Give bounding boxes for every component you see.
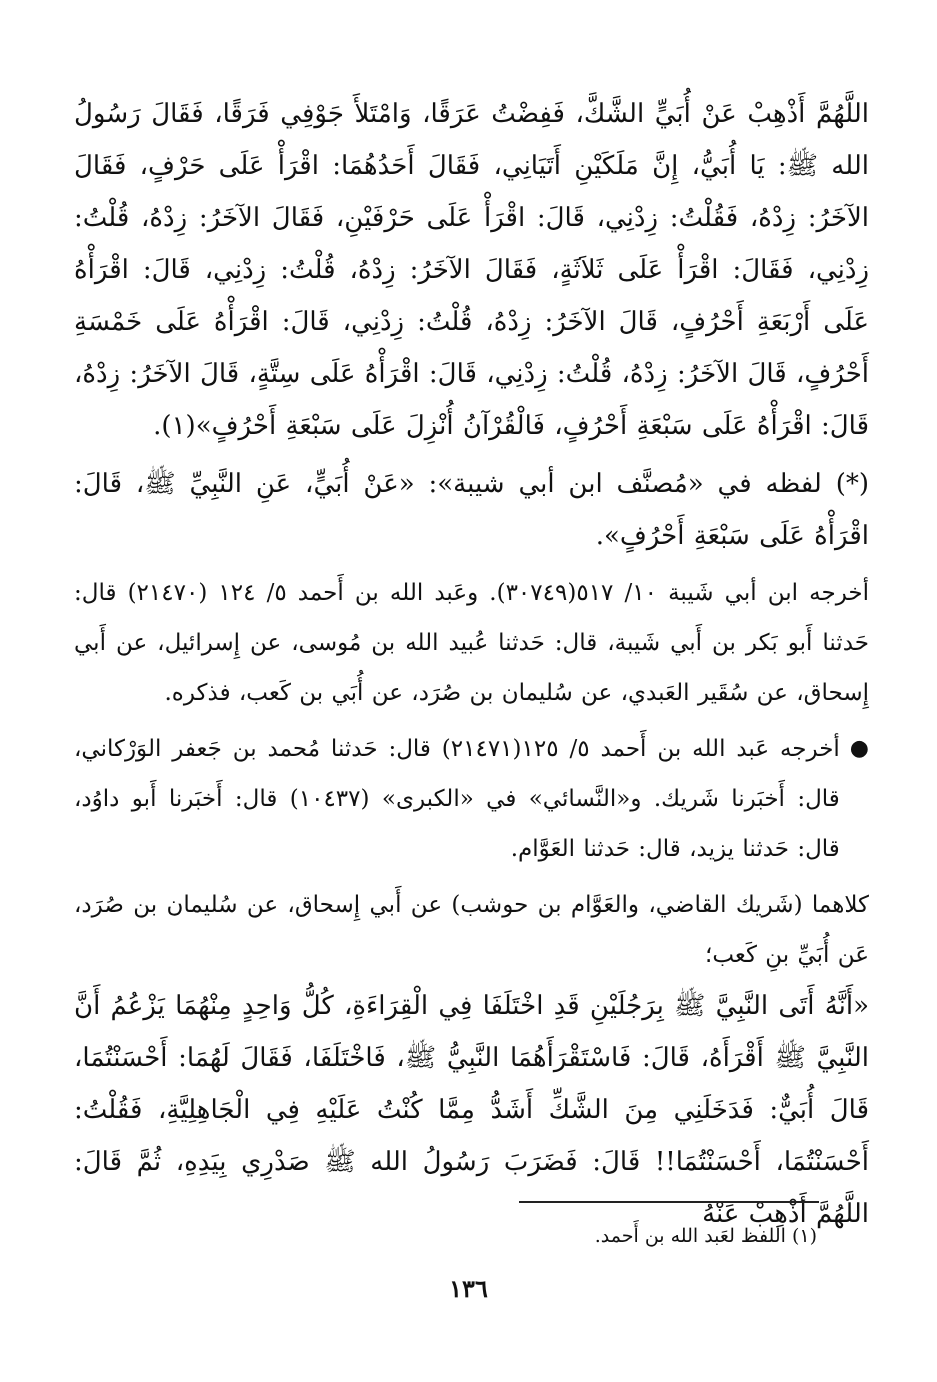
takhrij-bullet-text: أخرجه عَبد الله بن أَحمد ٥/ ١٢٥(٢١٤٧١) قال: حَدثنا مُحمد بن جَعفر الوَرْكاني، قال: أَخبَرنا شَريك. و«النَّسائي» في «الكبرى» (١٠٤٣٧) قال: أَخبَرنا أَبو داوُد، قال: حَدثنا يزيد، قال: حَدثنا العَوَّام. <box>74 736 840 862</box>
footnote: (١) اللفظ لعَبد الله بن أَحمد. <box>594 1225 817 1247</box>
bullet-icon: ● <box>849 736 869 761</box>
hadith-text: «أَنَّهُ أَتَى النَّبِيَّ ﷺ بِرَجُلَيْنِ قَدِ اخْتَلَفَا فِي الْقِرَاءَةِ، كُلُّ وَاحِدٍ مِنْهُمَا يَزْعُمُ أَنَّ النَّبِيَّ ﷺ أَقْرَأَهُ، قَالَ: فَاسْتَقْرَأَهُمَا النَّبِيُّ ﷺ، فَاخْتَلَفَا، فَقَالَ لَهُمَا: أَحْسَنْتُمَا، قَالَ أُبَيٌّ: فَدَخَلَنِي مِنَ الشَّكِّ أَشَدُّ مِمَّا كُنْتُ عَلَيْهِ فِي الْجَاهِلِيَّةِ، فَقُلْتُ: أَحْسَنْتُمَا، أَحْسَنْتُمَا!! قَالَ: فَضَرَبَ رَسُولُ الله ﷺ صَدْرِي بِيَدِهِ، ثُمَّ قَالَ: اللَّهُمَّ أَذْهِبْ عَنْهُ <box>74 991 869 1229</box>
footnote-divider <box>519 1201 819 1203</box>
hadith-text-continued: اللَّهُمَّ أَذْهِبْ عَنْ أُبَيٍّ الشَّكَّ، فَفِضْتُ عَرَقًا، وَامْتَلأَ جَوْفِي فَرَقًا، فَقَالَ رَسُولُ الله ﷺ: يَا أُبَيُّ، إِنَّ مَلَكَيْنِ أَتَيَانِي، فَقَالَ أَحَدُهُمَا: اقْرَأْ عَلَى حَرْفٍ، فَقَالَ الآخَرُ: زِدْهُ، فَقُلْتُ: زِدْنِي، قَالَ: اقْرَأْ عَلَى حَرْفَيْنِ، فَقَالَ الآخَرُ: زِدْهُ، قُلْتُ: زِدْنِي، فَقَالَ: اقْرَأْ عَلَى ثَلاَثَةٍ، فَقَالَ الآخَرُ: زِدْهُ، قُلْتُ: زِدْنِي، قَالَ: اقْرَأْهُ عَلَى أَرْبَعَةِ أَحْرُفٍ، قَالَ الآخَرُ: زِدْهُ، قُلْتُ: زِدْنِي، قَالَ: اقْرَأْهُ عَلَى خَمْسَةِ أَحْرُفٍ، قَالَ الآخَرُ: زِدْهُ، قُلْتُ: زِدْنِي، قَالَ: اقْرَأْهُ عَلَى سِتَّةٍ، قَالَ الآخَرُ: زِدْهُ، قَالَ: اقْرَأْهُ عَلَى سَبْعَةِ أَحْرُفٍ، فَالْقُرْآنُ أُنْزِلَ عَلَى سَبْعَةِ أَحْرُفٍ»(١). <box>74 99 869 441</box>
takhrij-bullet-item <box>74 724 869 874</box>
isnad-paragraph: كلاهما (شَريك القاضي، والعَوَّام بن حوشب) عن أَبي إِسحاق، عن سُليمان بن صُرَد، عَن أُبَيِّ بنِ كَعب؛ <box>74 892 869 968</box>
page-number: ١٣٦ <box>449 1274 488 1303</box>
takhrij-paragraph: أخرجه ابن أبي شَيبة ١٠/ ٥١٧(٣٠٧٤٩). وعَبد الله بن أَحمد ٥/ ١٢٤ (٢١٤٧٠) قال: حَدثنا أَبو بَكر بن أَبي شَيبة، قال: حَدثنا عُبيد الله بن مُوسى، عن إِسرائيل، عن أَبي إِسحاق، عن سُقَير العَبدي، عن سُليمان بن صُرَد، عن أُبَي بن كَعب، فذكره. <box>74 580 869 706</box>
variant-wording-note: (*) لفظه في «مُصنَّف ابن أبي شيبة»: «عَنْ أُبَيٍّ، عَنِ النَّبِيِّ ﷺ، قَالَ: اقْرَأْهُ عَلَى سَبْعَةِ أَحْرُفٍ». <box>74 469 869 551</box>
